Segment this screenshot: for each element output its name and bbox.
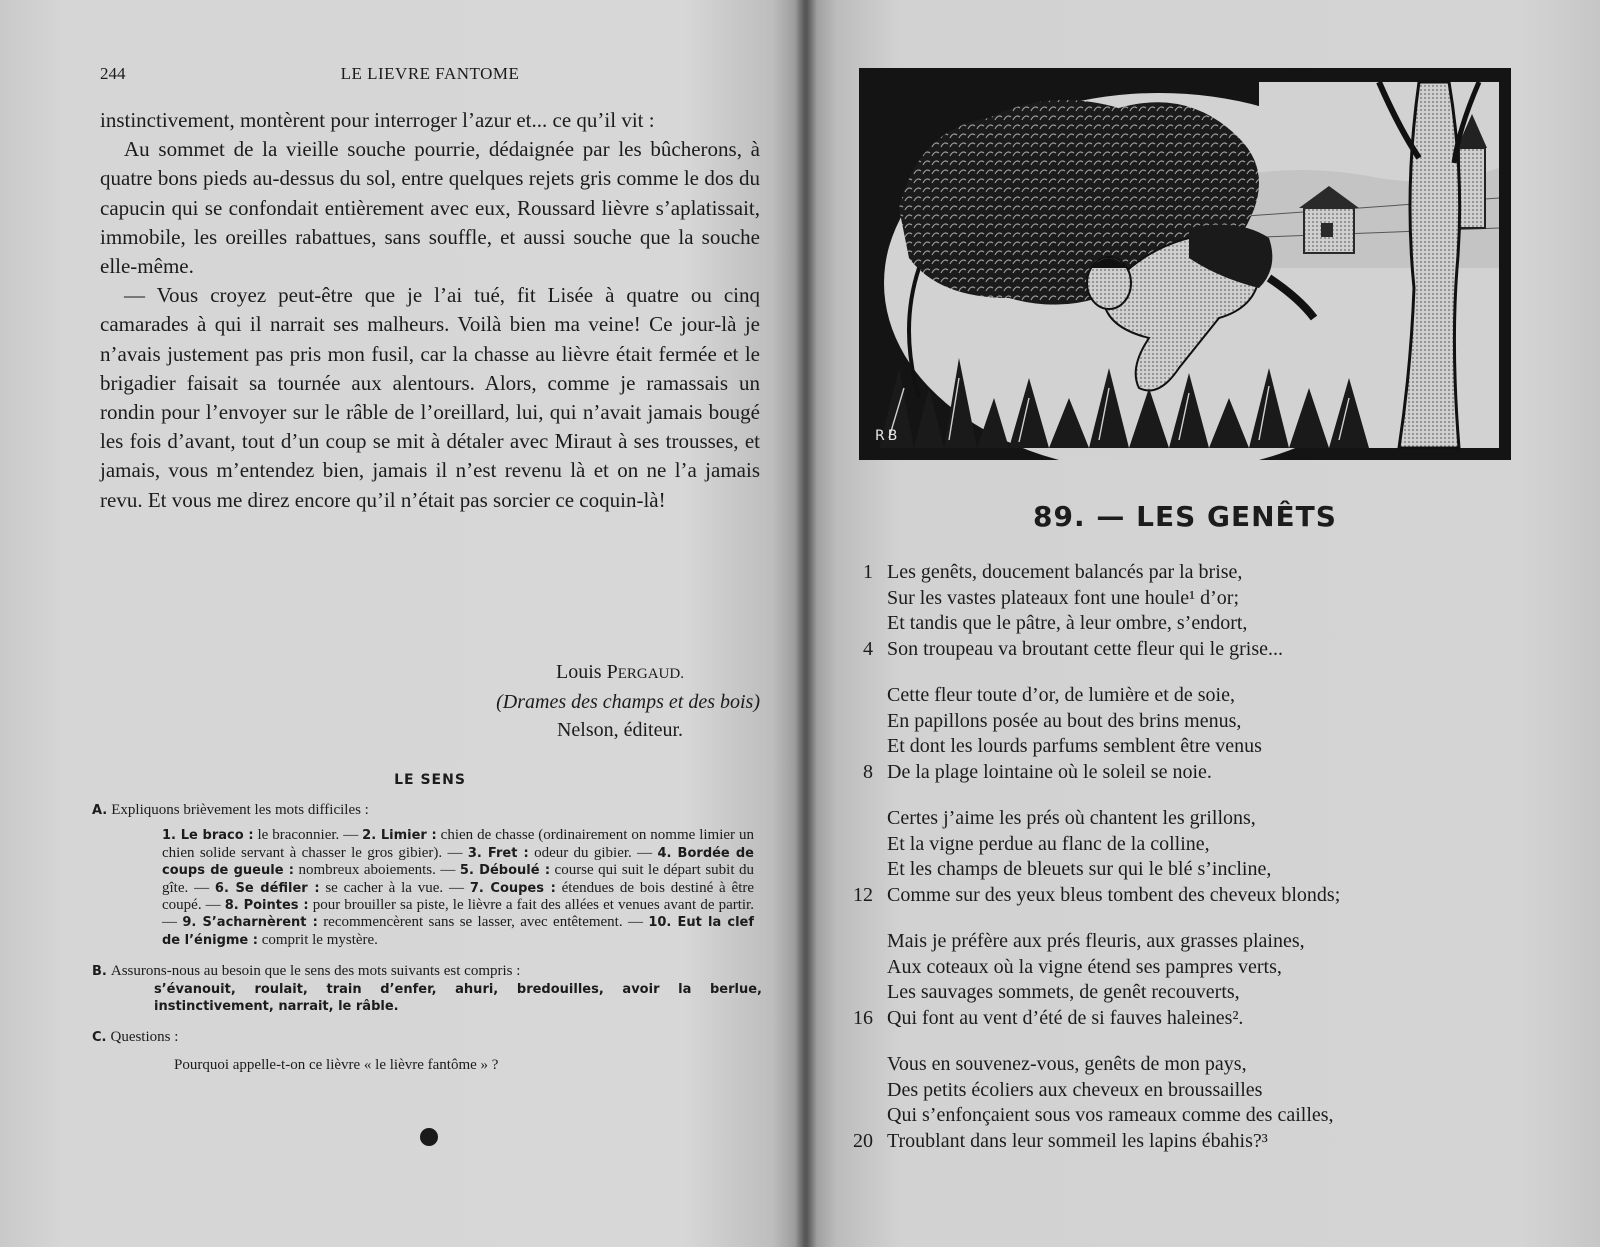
work-title: (Drames des champs et des bois) xyxy=(496,691,760,713)
section-letter: C. xyxy=(92,1030,107,1046)
line-text: Des petits écoliers aux cheveux en broussailles xyxy=(887,1078,1263,1101)
paragraph: instinctivement, montèrent pour interroger l’azur et... ce qu’il vit : xyxy=(100,108,655,132)
line-text: Comme sur des yeux bleus tombent des cheveux blonds; xyxy=(887,883,1341,906)
paragraph: — Vous croyez peut-être que je l’ai tué, fit Lisée à quatre ou cinq camarades à qui il narrait ses malheurs. Voilà bien ma veine! Ce jour-là je n’avais justement pas pris mon fusil, car la chasse au lièvre était fermée et le brigadier faisait sa tournée aux alentours. Alors, comme je ramassais un rondin pour l’envoyer sur le râble de l’oreillard, lui, qui n’avait jamais bougé les fois d’avant, tout d’un coup se mit à détaler avec Miraut à ses trousses, et jamais, vous m’entendez bien, jamais il n’est revenu là et on ne l’a jamais revu. Et vous me direz encore qu’il n’était pas sorcier ce coquin-là! xyxy=(100,283,760,512)
section-a xyxy=(92,802,762,819)
poem-line xyxy=(835,560,1555,586)
glossary-definition: nombreux aboiements. — xyxy=(294,862,460,879)
line-number: 20 xyxy=(853,1129,873,1152)
poem-line xyxy=(835,857,1555,883)
poem-line xyxy=(835,806,1555,832)
running-head xyxy=(100,64,760,90)
section-b xyxy=(92,963,762,980)
line-text: Aux coteaux où la vigne étend ses pampres verts, xyxy=(887,955,1282,978)
illustrator-signature: RB xyxy=(875,428,901,444)
author-last-rest: ERGAUD. xyxy=(617,666,684,682)
running-title: LE LIEVRE FANTOME xyxy=(340,64,520,83)
bullet-dot xyxy=(420,1128,438,1146)
line-text: En papillons posée au bout des brins menus, xyxy=(887,709,1242,732)
section-c xyxy=(92,1029,762,1046)
section-letter: A. xyxy=(92,803,108,818)
poem-line xyxy=(835,586,1555,612)
poem-line xyxy=(835,980,1555,1006)
line-text: Cette fleur toute d’or, de lumière et de soie, xyxy=(887,684,1235,706)
glossary-term: 2. Limier : xyxy=(362,828,437,844)
line-text: De la plage lointaine où le soleil se noie. xyxy=(887,760,1212,783)
line-text: Et la vigne perdue au flanc de la colline, xyxy=(887,832,1210,855)
stanza-break xyxy=(835,662,1555,683)
woodcut-illustration xyxy=(859,68,1511,460)
glossary xyxy=(162,827,754,949)
poem-line xyxy=(835,1103,1555,1129)
author-name xyxy=(440,658,760,688)
line-number: 4 xyxy=(863,637,873,660)
poem-line xyxy=(835,955,1555,981)
line-text: Sur les vastes plateaux font une houle¹ d’or; xyxy=(887,586,1240,609)
poem-title: 89. — LES GENÊTS xyxy=(1033,500,1337,533)
section-intro: Expliquons brièvement les mots difficiles : xyxy=(111,802,369,818)
glossary-term: 10. Eut la clef de l’énigme : xyxy=(162,915,755,948)
poem-line xyxy=(835,734,1555,760)
line-number: 1 xyxy=(863,561,873,583)
glossary-definition: le braconnier. — xyxy=(253,827,363,844)
line-text: Et dont les lourds parfums semblent être venus xyxy=(887,735,1262,757)
signature-block xyxy=(440,658,760,744)
glossary-definition: odeur du gibier. — xyxy=(528,844,658,861)
word-list: s’évanouit, roulait, train d’enfer, ahuri, bredouilles, avoir la berlue, instinctivement, narrait, le râble. xyxy=(154,981,762,1015)
stanza-break xyxy=(835,785,1555,806)
author-first-name: Louis xyxy=(556,661,607,683)
line-text: Et tandis que le pâtre, à leur ombre, s’endort, xyxy=(887,612,1248,634)
glossary-definition: recommencèrent sans se lasser, avec entêtement. — xyxy=(317,914,649,931)
stanza-break xyxy=(835,908,1555,929)
line-text: Troublant dans leur sommeil les lapins ébahis?³ xyxy=(887,1129,1268,1152)
line-text: Qui font au vent d’été de si fauves haleines². xyxy=(887,1006,1244,1029)
question: Pourquoi appelle-t-on ce lièvre « le lièvre fantôme » ? xyxy=(174,1056,499,1073)
line-number: 8 xyxy=(863,760,873,783)
prose-text xyxy=(100,106,760,515)
line-text: Les genêts, doucement balancés par la brise, xyxy=(887,561,1243,583)
exercise-notes xyxy=(92,802,762,1074)
poem-line xyxy=(835,611,1555,637)
line-text: Et les champs de bleuets sur qui le blé s’incline, xyxy=(887,858,1272,880)
poem-line xyxy=(835,1052,1555,1078)
section-intro: Questions : xyxy=(110,1029,179,1046)
book-gutter xyxy=(795,0,817,1247)
glossary-term: 4. Bordée de coups de gueule : xyxy=(162,845,754,879)
glossary-definition: se cacher à la vue. — xyxy=(319,879,470,896)
paragraph: Au sommet de la vieille souche pourrie, dédaignée par les bûcherons, à quatre bons pieds au-dessus du sol, entre quelques rejets gris comme le dos du capucin qui se confondait entièrement avec eux, Roussard lièvre s’aplatissait, immobile, les oreilles rabattues, sans souffle, et aussi souche que la souche elle-même. xyxy=(100,137,760,279)
glossary-definition: étendues de bois destiné à être coupé. — xyxy=(162,879,755,914)
poem-line xyxy=(835,709,1555,735)
page-number: 244 xyxy=(100,64,126,83)
glossary-term: 7. Coupes : xyxy=(469,880,556,896)
glossary-term: 6. Se défiler : xyxy=(214,880,320,896)
glossary-term: 8. Pointes : xyxy=(224,898,309,914)
poem-line xyxy=(835,883,1555,909)
poem-line xyxy=(835,832,1555,858)
line-text: Les sauvages sommets, de genêt recouverts, xyxy=(887,981,1240,1003)
glossary-definition: course qui suit le départ subit du gîte. — xyxy=(162,862,755,896)
section-heading: LE SENS xyxy=(394,772,466,788)
line-number: 12 xyxy=(853,883,873,906)
stanza-break xyxy=(835,1031,1555,1052)
author-last-initial: P xyxy=(606,661,618,683)
illustration-drawing xyxy=(859,68,1511,460)
line-text: Certes j’aime les prés où chantent les grillons, xyxy=(887,807,1256,829)
right-page xyxy=(805,0,1600,1247)
poem-line xyxy=(835,1078,1555,1104)
poem-line xyxy=(835,683,1555,709)
glossary-term: 9. S’acharnèrent : xyxy=(182,915,318,931)
poem-line xyxy=(835,929,1555,955)
line-text: Qui s’enfonçaient sous vos rameaux comme des cailles, xyxy=(887,1104,1334,1126)
line-text: Mais je préfère aux prés fleuris, aux grasses plaines, xyxy=(887,930,1305,952)
poem xyxy=(835,560,1555,1154)
line-number: 16 xyxy=(853,1006,873,1029)
glossary-definition: pour brouiller sa piste, le lièvre a fait des allées et venues avant de partir. — xyxy=(162,897,754,931)
glossary-term: 3. Fret : xyxy=(467,845,529,861)
section-letter: B. xyxy=(92,964,107,980)
poem-line xyxy=(835,1006,1555,1032)
glossary-term: 5. Déboulé : xyxy=(459,863,551,879)
line-text: Son troupeau va broutant cette fleur qui le grise... xyxy=(887,637,1283,660)
line-text: Vous en souvenez-vous, genêts de mon pays, xyxy=(887,1053,1247,1075)
poem-line xyxy=(835,760,1555,786)
section-intro: Assurons-nous au besoin que le sens des mots suivants est compris : xyxy=(110,963,521,980)
poem-line xyxy=(835,637,1555,663)
publisher: Nelson, éditeur. xyxy=(556,719,684,741)
poem-line xyxy=(835,1129,1555,1155)
glossary-definition: chien de chasse (ordinairement on nomme limier un chien solide servant à chasser le gros gibier). — xyxy=(162,827,754,861)
glossary-definition: comprit le mystère. xyxy=(257,931,378,948)
glossary-term: 1. Le braco : xyxy=(162,828,254,844)
